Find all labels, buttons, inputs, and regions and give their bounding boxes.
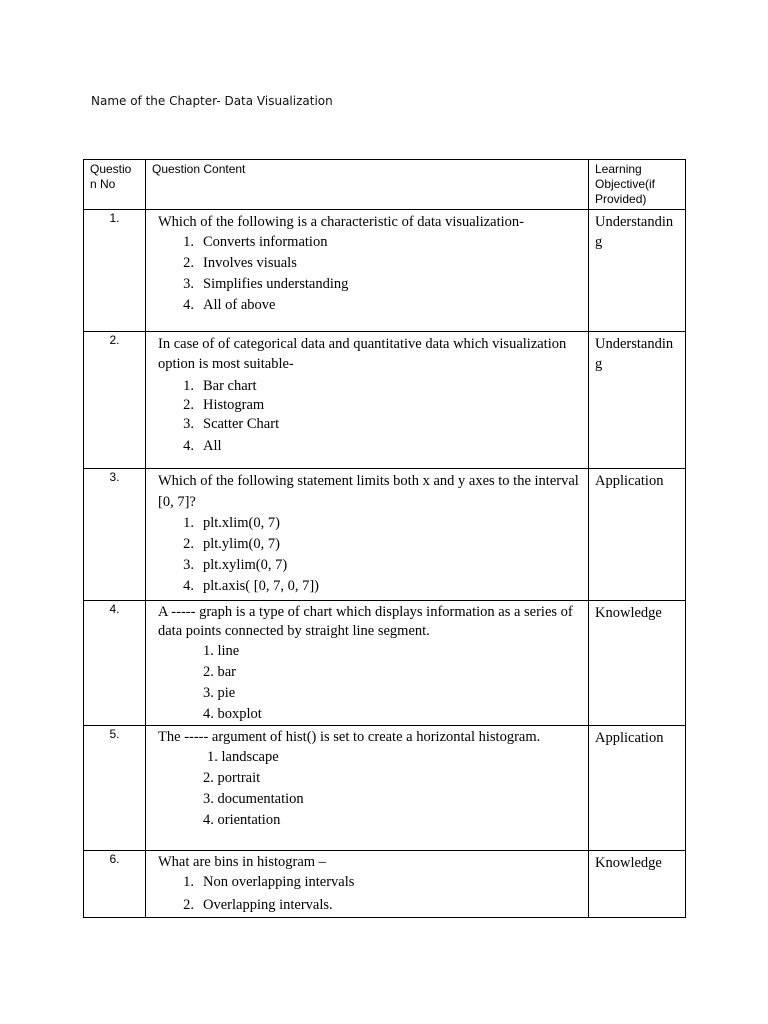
question-number: 3.: [84, 469, 146, 601]
option-text: plt.xlim(0, 7): [203, 515, 280, 531]
option-item: [158, 232, 580, 253]
learning-objective: Application: [589, 726, 686, 851]
option-item: [158, 415, 580, 434]
options-list: [158, 513, 580, 597]
learning-objective: Understanding: [589, 332, 686, 469]
question-content: [146, 726, 589, 851]
question-text: Which of the following statement limits both x and y axes to the interval [0, 7]?: [158, 473, 579, 510]
question-table: [83, 159, 686, 918]
option-text: Overlapping intervals.: [203, 897, 333, 913]
option-text: Histogram: [203, 397, 265, 413]
learning-objective: Application: [589, 469, 686, 601]
option-item: 1. line: [203, 643, 240, 659]
option-text: All: [203, 438, 222, 454]
table-row: [84, 332, 686, 469]
learning-objective: Knowledge: [589, 601, 686, 726]
option-item: [158, 295, 580, 316]
option-marker: 4.: [183, 578, 194, 594]
question-text: A ----- graph is a type of chart which displays information as a series of data points connected by straight line segment.: [158, 604, 573, 639]
option-item: [158, 555, 580, 576]
question-content: [146, 601, 589, 726]
question-number: 1.: [84, 210, 146, 332]
table-row: [84, 601, 686, 726]
options-list: [158, 641, 580, 725]
option-marker: 4.: [183, 297, 194, 313]
option-marker: 3.: [183, 276, 194, 292]
option-item: [158, 396, 580, 415]
options-list: [158, 232, 580, 316]
option-marker: 2.: [183, 536, 194, 552]
question-content: [146, 332, 589, 469]
option-text: All of above: [203, 297, 276, 313]
learning-objective: Understanding: [589, 210, 686, 332]
option-text: Converts information: [203, 234, 328, 250]
option-item: [158, 253, 580, 274]
table-row: [84, 851, 686, 918]
option-text: plt.xylim(0, 7): [203, 557, 288, 573]
option-item: 2. portrait: [203, 770, 261, 786]
question-text: In case of of categorical data and quantitative data which visualization option is most suitable-: [158, 336, 567, 372]
learning-objective: Knowledge: [589, 851, 686, 918]
question-text: What are bins in histogram –: [158, 854, 326, 870]
header-question-content: Question Content: [146, 160, 589, 210]
option-item: [158, 576, 580, 597]
options-list: [158, 747, 580, 831]
option-text: plt.axis( [0, 7, 0, 7]): [203, 578, 319, 594]
option-item: [158, 434, 580, 458]
option-marker: 2.: [183, 397, 194, 413]
header-learning-objective: Learning Objective(if Provided): [589, 160, 686, 210]
option-item: [158, 377, 580, 396]
question-number: 4.: [84, 601, 146, 726]
option-text: Simplifies understanding: [203, 276, 349, 292]
question-number: 2.: [84, 332, 146, 469]
option-item: 2. bar: [203, 664, 237, 680]
option-item: [158, 894, 580, 917]
question-text: Which of the following is a characteristic of data visualization-: [158, 214, 524, 230]
option-marker: 3.: [183, 416, 194, 432]
option-text: Bar chart: [203, 378, 257, 394]
option-marker: 1.: [183, 515, 194, 531]
question-content: [146, 851, 589, 918]
option-item: 4. orientation: [203, 812, 281, 828]
question-number: 6.: [84, 851, 146, 918]
option-marker: 2.: [183, 897, 194, 913]
option-text: Non overlapping intervals: [203, 874, 355, 890]
table-row: [84, 469, 686, 601]
chapter-heading: Name of the Chapter- Data Visualization: [91, 94, 333, 108]
option-item: [158, 274, 580, 295]
options-list: [158, 377, 580, 458]
question-text: The ----- argument of hist() is set to create a horizontal histogram.: [158, 729, 541, 745]
option-item: [158, 534, 580, 555]
header-question-no: Questio n No: [84, 160, 146, 210]
option-marker: 1.: [183, 234, 194, 250]
option-text: Scatter Chart: [203, 416, 280, 432]
option-marker: 2.: [183, 255, 194, 271]
question-content: [146, 210, 589, 332]
table-row: [84, 210, 686, 332]
option-item: 1. landscape: [207, 749, 279, 765]
option-marker: 4.: [183, 438, 194, 454]
option-marker: 3.: [183, 557, 194, 573]
table-row: [84, 726, 686, 851]
table-header-row: [84, 160, 686, 210]
option-item: 3. documentation: [203, 791, 304, 807]
option-text: Involves visuals: [203, 255, 297, 271]
options-list: [158, 871, 580, 917]
option-marker: 1.: [183, 378, 194, 394]
question-content: [146, 469, 589, 601]
option-item: 4. boxplot: [203, 706, 262, 722]
option-marker: 1.: [183, 874, 194, 890]
option-item: [158, 871, 580, 894]
option-text: plt.ylim(0, 7): [203, 536, 280, 552]
option-item: 3. pie: [203, 685, 236, 701]
option-item: [158, 513, 580, 534]
question-number: 5.: [84, 726, 146, 851]
